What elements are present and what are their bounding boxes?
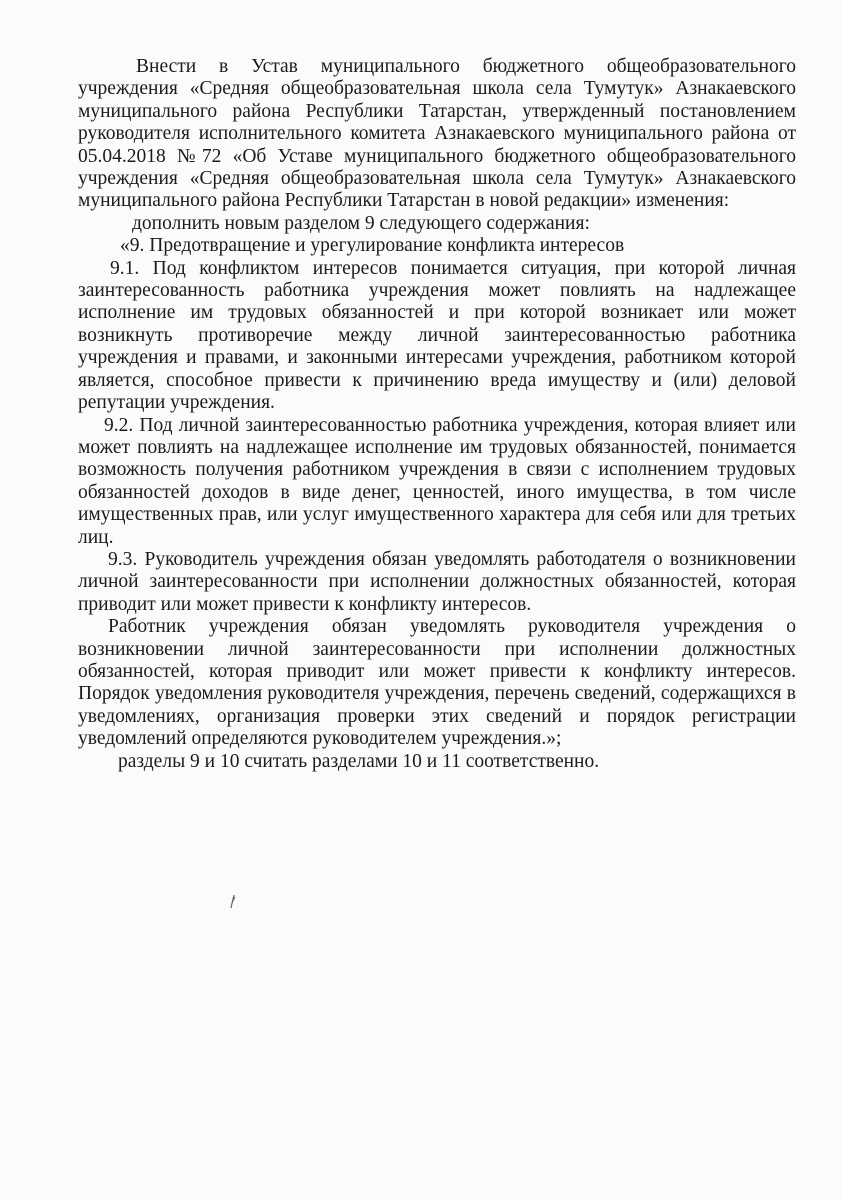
section-title: «9. Предотвращение и урегулирование конфликта интересов: [120, 235, 625, 257]
paragraph-9-2: 9.2. Под личной заинтересованностью работника учреждения, которая влияет или может повлиять на надлежащее исполнение им трудовых обязанностей, понимается возможность получения работником учреждения в связи с исполнением трудовых обязанностей доходов в виде денег, ценностей, иного имущества, в том числе имущественных прав, или услуг имущественного характера для себя или для третьих лиц.: [78, 414, 796, 548]
paragraph-9-3: 9.3. Руководитель учреждения обязан уведомлять работодателя о возникновении личной заинтересованности при исполнении должностных обязанностей, которая приводит или может привести к конфликту интересов.: [78, 548, 796, 615]
paragraph-employee: Работник учреждения обязан уведомлять руководителя учреждения о возникновении личной заинтересованности при исполнении должностных обязанностей, которая приводит или может привести к конфликту интересов. Порядок уведомления руководителя учреждения, перечень сведений, содержащихся в уведомлениях, организация проверки этих сведений и порядок регистрации уведомлений определяются руководителем учреждения.»;: [78, 616, 796, 750]
paragraph-9-1: 9.1. Под конфликтом интересов понимается ситуация, при которой личная заинтересованность работника учреждения может повлиять на надлежащее исполнение им трудовых обязанностей и при которой возникает или может возникнуть противоречие между личной заинтересованностью работника учреждения и правами, и законными интересами учреждения, работником которой является, способное привести к причинению вреда имуществу и (или) деловой репутации учреждения.: [78, 257, 796, 414]
add-section-paragraph: дополнить новым разделом 9 следующего содержания:: [132, 212, 590, 234]
paragraph-renumber: разделы 9 и 10 считать разделами 10 и 11 соответственно.: [118, 750, 600, 772]
pen-mark: [229, 894, 237, 914]
document-body: [78, 56, 796, 773]
intro-paragraph: Внести в Устав муниципального бюджетного общеобразовательного учреждения «Средняя общеобразовательная школа села Тумутук» Азнакаевского муниципального района Республики Татарстан, утвержденный постановлением руководителя исполнительного комитета Азнакаевского муниципального района от 05.04.2018 №72 «Об Уставе муниципального бюджетного общеобразовательного учреждения «Средняя общеобразовательная школа села Тумутук» Азнакаевского муниципального района Республики Татарстан в новой редакции» изменения:: [78, 56, 796, 212]
